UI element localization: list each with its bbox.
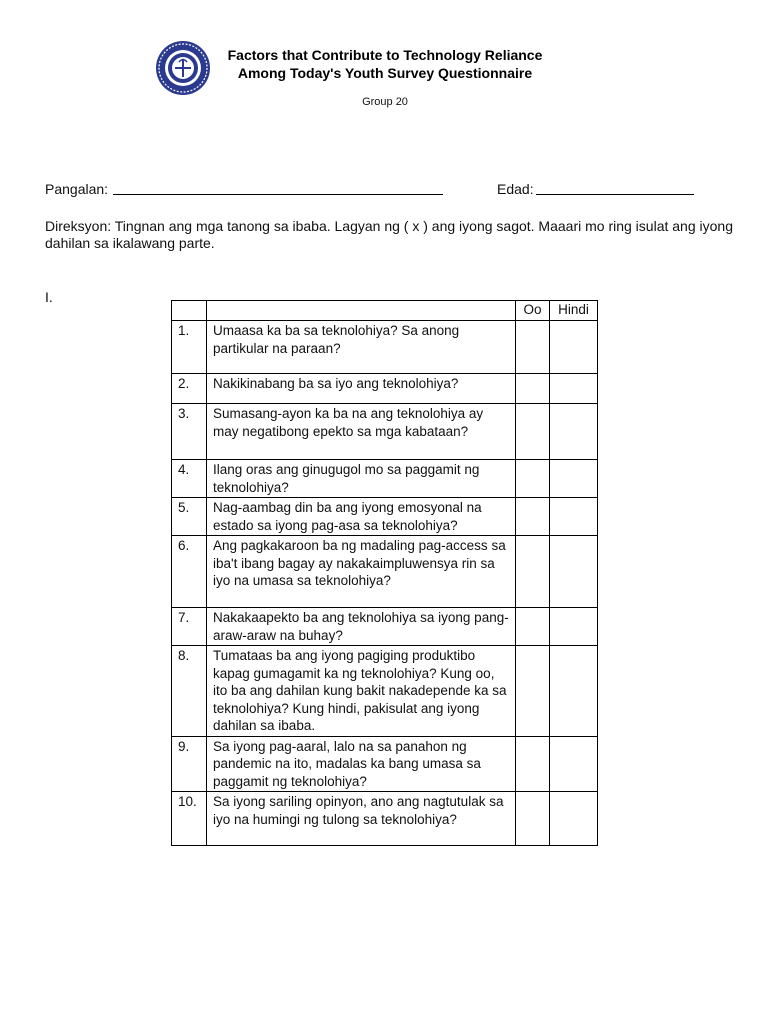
name-label: Pangalan: <box>45 181 109 197</box>
table-row <box>172 498 598 536</box>
question-text: Sa iyong pag-aaral, lalo na sa panahon ng pandemic na ito, madalas ka bang umasa sa paggamit ng teknolohiya? <box>207 736 516 792</box>
answer-no-cell[interactable] <box>550 536 598 608</box>
question-text: Nakakaapekto ba ang teknolohiya sa iyong pang-araw-araw na buhay? <box>207 608 516 646</box>
answer-no-cell[interactable] <box>550 460 598 498</box>
questionnaire-table <box>171 300 598 846</box>
question-text: Nakikinabang ba sa iyo ang teknolohiya? <box>207 374 516 404</box>
question-number: 4. <box>172 460 207 498</box>
question-text: Ilang oras ang ginugugol mo sa paggamit ng teknolohiya? <box>207 460 516 498</box>
table-row <box>172 404 598 460</box>
question-text: Umaasa ka ba sa teknolohiya? Sa anong partikular na paraan? <box>207 321 516 374</box>
table-row <box>172 736 598 792</box>
question-number: 1. <box>172 321 207 374</box>
question-text: Sumasang-ayon ka ba na ang teknolohiya ay may negatibong epekto sa mga kabataan? <box>207 404 516 460</box>
answer-yes-cell[interactable] <box>516 646 550 737</box>
table-row <box>172 792 598 846</box>
table-row <box>172 646 598 737</box>
question-number: 2. <box>172 374 207 404</box>
question-number: 5. <box>172 498 207 536</box>
section-label: I. <box>45 289 53 305</box>
answer-yes-cell[interactable] <box>516 792 550 846</box>
header-num-cell <box>172 301 207 321</box>
question-text: Ang pagkakaroon ba ng madaling pag-access sa iba't ibang bagay ay nakakaimpluwensya rin sa iyo na umasa sa teknolohiya? <box>207 536 516 608</box>
table-row <box>172 608 598 646</box>
header-yes: Oo <box>516 301 550 321</box>
question-number: 10. <box>172 792 207 846</box>
answer-yes-cell[interactable] <box>516 321 550 374</box>
survey-title <box>190 46 580 82</box>
answer-no-cell[interactable] <box>550 646 598 737</box>
title-line-2: Among Today's Youth Survey Questionnaire <box>237 65 533 81</box>
header-no: Hindi <box>550 301 598 321</box>
question-text: Nag-aambag din ba ang iyong emosyonal na estado sa iyong pag-asa sa teknolohiya? <box>207 498 516 536</box>
question-number: 8. <box>172 646 207 737</box>
name-field[interactable] <box>113 194 443 195</box>
answer-yes-cell[interactable] <box>516 374 550 404</box>
table-row <box>172 321 598 374</box>
question-number: 3. <box>172 404 207 460</box>
answer-no-cell[interactable] <box>550 736 598 792</box>
age-field[interactable] <box>536 194 694 195</box>
answer-yes-cell[interactable] <box>516 536 550 608</box>
answer-no-cell[interactable] <box>550 498 598 536</box>
table-header-row <box>172 301 598 321</box>
question-number: 7. <box>172 608 207 646</box>
table-row <box>172 460 598 498</box>
header-question-cell <box>207 301 516 321</box>
answer-no-cell[interactable] <box>550 404 598 460</box>
answer-no-cell[interactable] <box>550 608 598 646</box>
answer-yes-cell[interactable] <box>516 608 550 646</box>
table-row <box>172 536 598 608</box>
answer-yes-cell[interactable] <box>516 404 550 460</box>
age-label: Edad: <box>497 181 534 197</box>
answer-yes-cell[interactable] <box>516 736 550 792</box>
answer-yes-cell[interactable] <box>516 460 550 498</box>
question-number: 9. <box>172 736 207 792</box>
question-text: Tumataas ba ang iyong pagiging produktibo kapag gumagamit ka ng teknolohiya? Kung oo, ito ba ang dahilan kung bakit nakadepende ka sa teknolohiya? Kung hindi, pakisulat ang iyong dahilan sa ibaba. <box>207 646 516 737</box>
title-line-1: Factors that Contribute to Technology Reliance <box>227 47 543 63</box>
answer-no-cell[interactable] <box>550 321 598 374</box>
directions-text: Direksyon: Tingnan ang mga tanong sa ibaba. Lagyan ng ( x ) ang iyong sagot. Maaari mo ring isulat ang iyong dahilan sa ikalawang parte. <box>45 218 733 251</box>
answer-yes-cell[interactable] <box>516 498 550 536</box>
answer-no-cell[interactable] <box>550 792 598 846</box>
table-row <box>172 374 598 404</box>
question-text: Sa iyong sariling opinyon, ano ang nagtutulak sa iyo na humingi ng tulong sa teknolohiya? <box>207 792 516 846</box>
question-number: 6. <box>172 536 207 608</box>
answer-no-cell[interactable] <box>550 374 598 404</box>
group-label: Group 20 <box>362 96 408 108</box>
